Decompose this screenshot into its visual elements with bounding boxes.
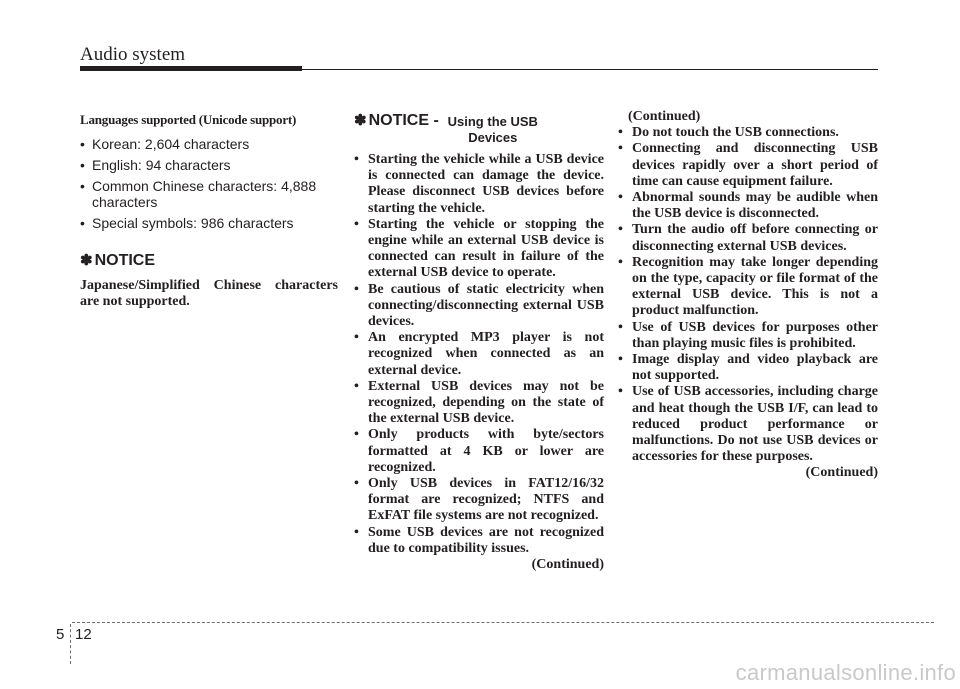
notice-label: NOTICE [94, 252, 156, 269]
list-item: • Abnormal sounds may be audible when the USB device is disconnected. [618, 190, 878, 222]
notice-heading [80, 251, 338, 270]
column-2 [354, 111, 604, 573]
list-item: • Recognition may take longer depending on the type, capacity or file format of the external USB device. This is not a product malfunction. [618, 255, 878, 320]
usb-notice-heading [354, 111, 604, 146]
list-item: • Only products with byte/sectors formatted at 4 KB or lower are recognized. [354, 427, 604, 476]
list-item: • Connecting and disconnecting USB devices rapidly over a short period of time can cause equipment failure. [618, 141, 878, 190]
page-number-divider [70, 624, 71, 664]
notice-body: Japanese/Simplified Chinese characters are not supported. [80, 278, 338, 310]
list-item: • Some USB devices are not recognized due to compatibility issues. [354, 525, 604, 557]
watermark: carmanualsonline.info [735, 660, 956, 685]
list-item: • Use of USB accessories, including charge and heat though the USB I/F, can lead to reduced product performance or malfunctions. Do not use USB devices or accessories for these purposes. [618, 384, 878, 465]
notice-subtitle: Using the USB Devices [447, 114, 538, 145]
list-item: • Special symbols: 986 characters [80, 215, 338, 231]
asterisk-icon: ✽ [354, 112, 367, 129]
header-rule-thin [302, 69, 878, 70]
list-item: • Do not touch the USB connections. [618, 125, 878, 141]
page-number: 12 [75, 626, 92, 643]
list-item: • Starting the vehicle or stopping the engine while an external USB device is connected can result in failure of the external USB device to operate. [354, 217, 604, 282]
list-item: • Use of USB devices for purposes other than playing music files is prohibited. [618, 320, 878, 352]
list-item: • English: 94 characters [80, 157, 338, 173]
continued-label: (Continued) [628, 109, 701, 124]
usb-notice-list-continued [618, 125, 878, 465]
usb-notice-list [354, 152, 604, 557]
notice-label-text: NOTICE - [368, 112, 439, 129]
asterisk-icon: ✽ [80, 252, 93, 269]
continued-label: (Continued) [531, 557, 604, 573]
list-item: • An encrypted MP3 player is not recognized when connected as an external device. [354, 330, 604, 379]
list-item: • Common Chinese characters: 4,888 characters [80, 178, 338, 210]
list-item: • External USB devices may not be recognized, depending on the state of the external USB device. [354, 379, 604, 428]
header-rule-thick [80, 66, 302, 71]
list-item: • Korean: 2,604 characters [80, 136, 338, 152]
list-item: • Be cautious of static electricity when connecting/disconnecting external USB devices. [354, 282, 604, 331]
list-item: • Only USB devices in FAT12/16/32 format are recognized; NTFS and ExFAT file systems are not recognized. [354, 476, 604, 525]
column-1 [80, 112, 338, 310]
list-item: • Turn the audio off before connecting or disconnecting external USB devices. [618, 222, 878, 254]
continued-label: (Continued) [805, 465, 878, 481]
languages-heading: Languages supported (Unicode support) [80, 112, 297, 127]
list-item: • Image display and video playback are not supported. [618, 352, 878, 384]
column-3 [618, 109, 878, 482]
list-item: • Starting the vehicle while a USB device is connected can damage the device. Please disconnect USB devices before starting the vehicle. [354, 152, 604, 217]
section-title: Audio system [80, 44, 186, 65]
notice-label [354, 111, 439, 130]
footer-rule [72, 622, 934, 623]
section-number: 5 [56, 626, 65, 643]
languages-list [80, 136, 338, 231]
